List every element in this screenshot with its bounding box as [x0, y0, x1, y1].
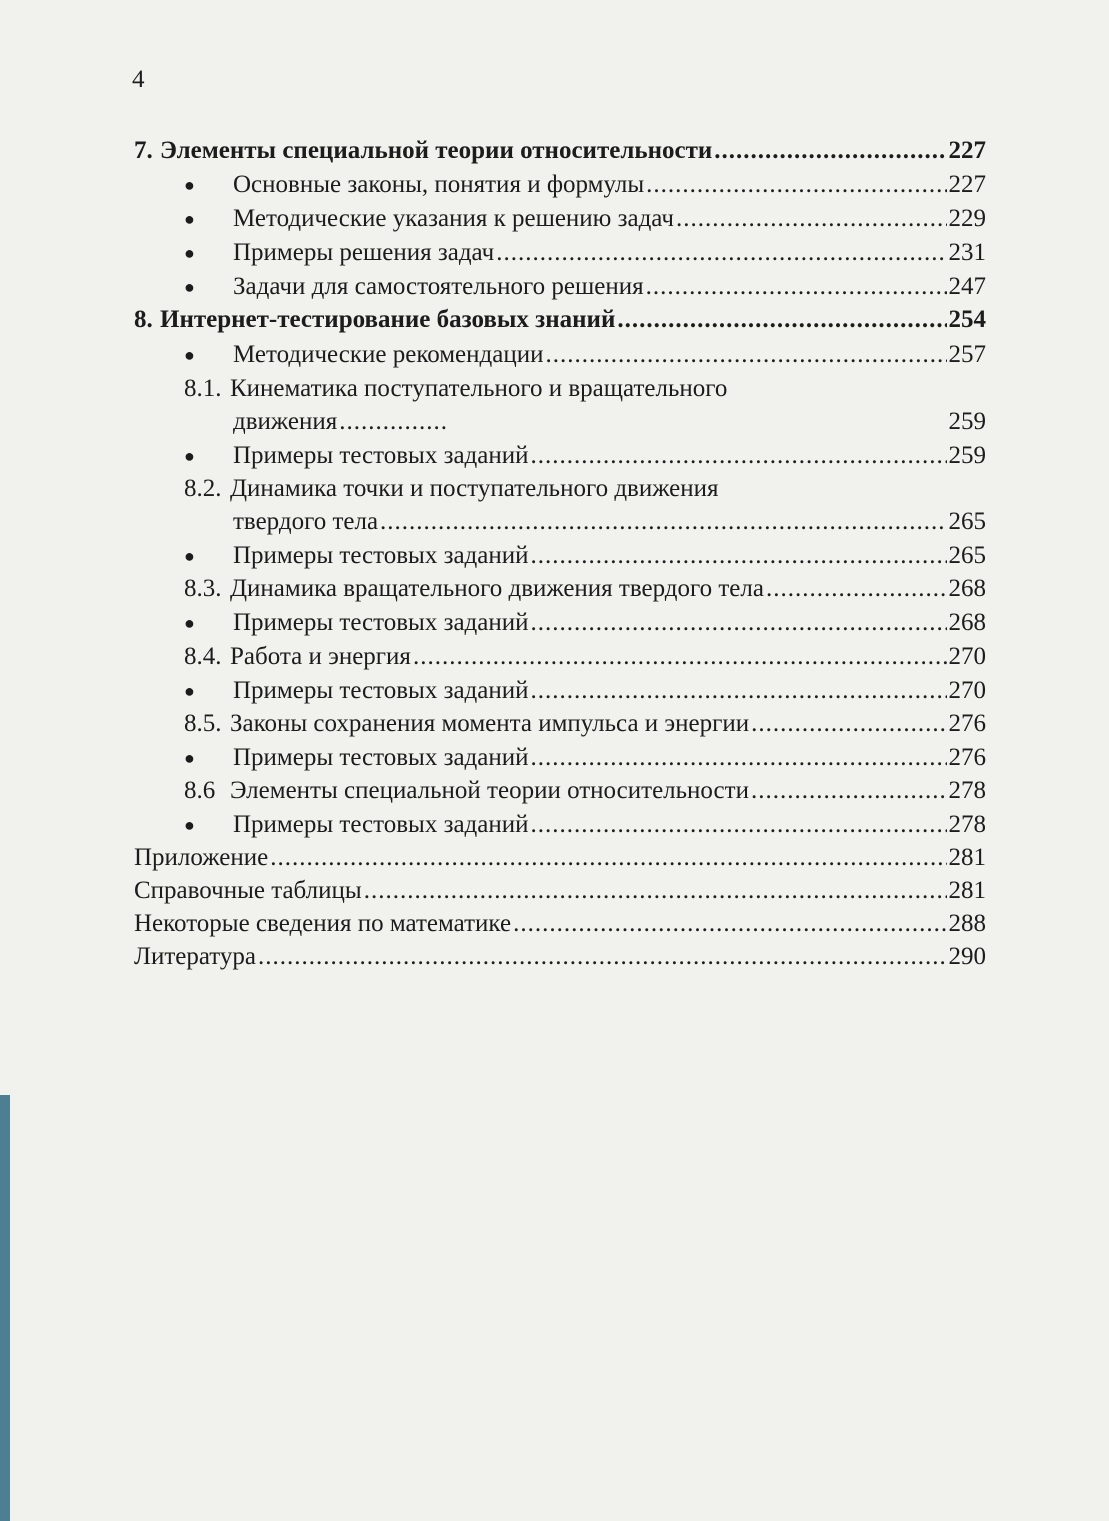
toc-entry-8-1-line1 [184, 374, 727, 404]
toc-entry [233, 676, 986, 706]
toc-leader [531, 676, 947, 706]
toc-entry [233, 272, 986, 302]
toc-leader [714, 136, 946, 166]
toc-page: 259 [948, 442, 986, 469]
toc-leader [545, 340, 946, 370]
toc-entry-8-1-line2 [233, 407, 986, 437]
toc-leader [531, 743, 947, 773]
bullet-icon: ● [184, 546, 195, 566]
toc-page: 270 [948, 643, 986, 670]
toc-title: Примеры тестовых заданий [233, 442, 529, 469]
toc-leader [646, 272, 947, 302]
toc-page: 247 [948, 273, 986, 300]
toc-page: 231 [948, 239, 986, 266]
bullet-icon: ● [184, 681, 195, 701]
toc-entry-8-6 [184, 776, 986, 806]
toc-leader [531, 608, 947, 638]
bullet-icon: ● [184, 815, 195, 835]
toc-title-cont: твердого тела [233, 508, 379, 535]
toc-title: Законы сохранения момента импульса и энергии [230, 710, 750, 737]
toc-entry-appendix [134, 843, 986, 873]
toc-page: 281 [948, 844, 986, 871]
toc-num: 8.4. [184, 643, 222, 670]
toc-leader [531, 810, 947, 840]
toc-leader [380, 507, 946, 537]
toc-leader [513, 909, 946, 939]
toc-leader [531, 541, 947, 571]
toc-leader [676, 204, 947, 234]
page-number: 4 [132, 66, 145, 93]
bullet-icon: ● [184, 748, 195, 768]
toc-page: 268 [948, 609, 986, 636]
toc-entry [233, 541, 986, 571]
toc-title: Примеры тестовых заданий [233, 609, 529, 636]
toc-page: 265 [948, 508, 986, 535]
toc-page: 229 [948, 205, 986, 232]
toc-title: Примеры решения задач [233, 239, 495, 266]
toc-page: 227 [948, 137, 986, 164]
toc-num: 8.1. [184, 375, 222, 402]
toc-entry-8-2-line1 [184, 474, 719, 504]
toc-entry-8-5 [184, 709, 986, 739]
toc-page: 290 [948, 943, 986, 970]
toc-entry [233, 170, 986, 200]
toc-entry [233, 340, 986, 370]
toc-entry-math [134, 909, 986, 939]
toc-title: Элементы специальной теории относительности [230, 777, 749, 804]
toc-leader [646, 170, 946, 200]
toc-entry [233, 743, 986, 773]
toc-num: 8. [134, 306, 153, 333]
toc-title: Литература [134, 943, 256, 970]
toc-page: 278 [948, 777, 986, 804]
toc-page: 288 [948, 910, 986, 937]
bullet-icon: ● [184, 243, 195, 263]
toc-entry [233, 441, 986, 471]
toc-title: Работа и энергия [230, 643, 411, 670]
toc-leader [364, 876, 947, 906]
toc-num: 8.3. [184, 575, 222, 602]
toc-page: 265 [948, 542, 986, 569]
toc-entry-8-4 [184, 642, 986, 672]
toc-entry-7 [134, 136, 986, 166]
toc-num: 8.2. [184, 475, 222, 502]
toc-num: 8.6 [184, 777, 216, 804]
bullet-icon: ● [184, 446, 195, 466]
bullet-icon: ● [184, 175, 195, 195]
toc-page: 259 [948, 408, 986, 435]
toc-leader [751, 776, 947, 806]
bullet-icon: ● [184, 613, 195, 633]
toc-entry-8-3 [184, 574, 986, 604]
toc-title: Элементы специальной теории относительности [160, 137, 713, 164]
toc-title: Методические указания к решению задач [233, 205, 674, 232]
toc-title: Кинематика поступательного и вращательного [230, 375, 728, 402]
toc-entry [233, 204, 986, 234]
toc-page: 278 [948, 811, 986, 838]
toc-leader [413, 642, 947, 672]
toc-page: 276 [948, 744, 986, 771]
toc-entry-literature [134, 942, 986, 972]
toc-leader [531, 441, 947, 471]
toc-title: Основные законы, понятия и формулы [233, 171, 645, 198]
toc-entry-8 [134, 305, 986, 335]
toc-num: 7. [134, 137, 153, 164]
toc-leader [339, 407, 449, 437]
page-edge-stripe [0, 1095, 10, 1521]
toc-leader [496, 238, 946, 268]
toc-entry-reference-tables [134, 876, 986, 906]
toc-leader [617, 305, 946, 335]
toc-page: 281 [948, 877, 986, 904]
toc-title: Примеры тестовых заданий [233, 542, 529, 569]
toc-page: 257 [948, 341, 986, 368]
toc-title: Приложение [134, 844, 269, 871]
toc-num: 8.5. [184, 710, 222, 737]
toc-leader [751, 709, 946, 739]
toc-page: 268 [948, 575, 986, 602]
toc-title: Методические рекомендации [233, 341, 544, 368]
toc-title: Задачи для самостоятельного решения [233, 273, 644, 300]
toc-title: Интернет-тестирование базовых знаний [160, 306, 616, 333]
toc-title: Справочные таблицы [134, 877, 362, 904]
toc-leader [270, 843, 946, 873]
toc-page: 254 [948, 306, 986, 333]
toc-entry [233, 810, 986, 840]
toc-title: Динамика вращательного движения твердого тела [230, 575, 764, 602]
toc-title: Динамика точки и поступательного движения [230, 475, 719, 502]
toc-title: Некоторые сведения по математике [134, 910, 512, 937]
toc-title-cont: движения [233, 408, 338, 435]
toc-title: Примеры тестовых заданий [233, 744, 529, 771]
toc-page: 276 [948, 710, 986, 737]
bullet-icon: ● [184, 345, 195, 365]
toc-entry [233, 608, 986, 638]
toc-page: 227 [948, 171, 986, 198]
toc-title: Примеры тестовых заданий [233, 811, 529, 838]
toc-leader [258, 942, 947, 972]
toc-leader [766, 574, 947, 604]
toc-page: 270 [948, 677, 986, 704]
toc-entry [233, 238, 986, 268]
bullet-icon: ● [184, 209, 195, 229]
toc-title: Примеры тестовых заданий [233, 677, 529, 704]
toc-entry-8-2-line2 [233, 507, 986, 537]
bullet-icon: ● [184, 277, 195, 297]
